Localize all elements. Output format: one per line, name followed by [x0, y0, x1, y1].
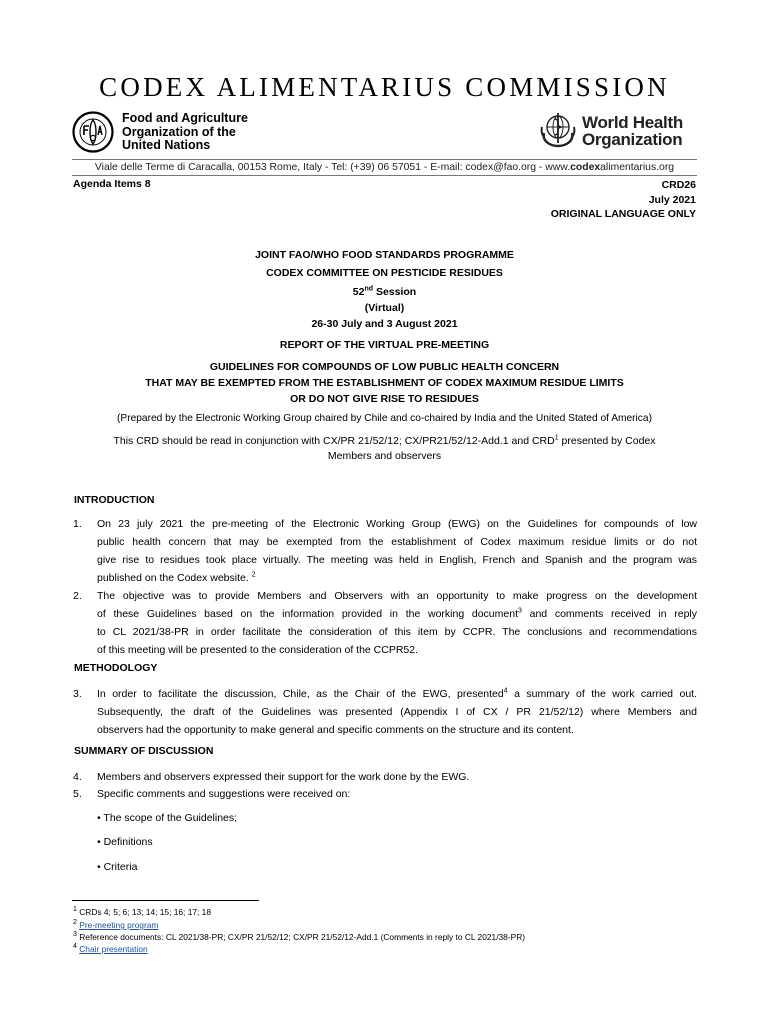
guidelines-title-1: GUIDELINES FOR COMPOUNDS OF LOW PUBLIC HEALTH CONCERN [209, 361, 560, 373]
paragraph-number: 4. [73, 771, 82, 783]
chair-presentation-link[interactable]: Chair presentation [79, 944, 148, 954]
list-item: • The scope of the Guidelines; [97, 812, 238, 824]
list-item: • Criteria [97, 861, 138, 873]
programme-title: JOINT FAO/WHO FOOD STANDARDS PROGRAMME [255, 249, 514, 261]
footnote-ref[interactable]: 3 [518, 607, 522, 615]
footnote-3: $^3$ Reference documents: CL 2021/38-PR; CX/PR 21/52/12; CX/PR 21/52/12-Add.1 (Comments in reply to CL 2021/38-PR) [73, 931, 526, 942]
session-dates: 26-30 July and 3 August 2021 [311, 318, 458, 330]
address-bar: Viale delle Terme di Caracalla, 00153 Rome, Italy - Tel: (+39) 06 57051 - E-mail: codex@fao.org - www.codexalimentarius.org [72, 159, 697, 176]
report-title: REPORT OF THE VIRTUAL PRE-MEETING [279, 339, 490, 351]
prepared-note: (Prepared by the Electronic Working Group chaired by Chile and co-chaired by India and the United Stated of America) [117, 413, 652, 424]
document-date: July 2021 [648, 193, 696, 206]
paragraph-2: The objective was to provide Members and Observers with an opportunity to make progress on the development of these Guidelines based on the information provided in the working document$^3$ and comments received in reply to CL 2021/38-PR in order facilitate the consideration of this item by CCPR. The conclusions and recommendations of this meeting will be presented to the consideration of the CCPR52. [97, 590, 698, 656]
paragraph-number: 5. [73, 788, 82, 800]
paragraph-3: In order to facilitate the discussion, Chile, as the Chair of the EWG, presented$^4$ a summary of the work carried out. Subsequently, the draft of the Guidelines was presented (Appendix I of CX / PR 21/52/12) where Members and observers had the opportunity to make general and specific comments on the structure and its content. [97, 687, 697, 736]
who-logo-icon [538, 109, 578, 149]
crd-number: CRD26 [661, 179, 696, 191]
document-meta [551, 178, 696, 222]
who-name: World Health Organization [582, 113, 683, 149]
footnote-4: $^4$ Chair presentation [73, 943, 148, 954]
footnote-ref[interactable]: 4 [503, 687, 508, 695]
committee-title: CODEX COMMITTEE ON PESTICIDE RESIDUES [266, 267, 503, 279]
paragraph-number: 3. [73, 688, 82, 700]
crd-note-line2: Members and observers [327, 450, 442, 462]
footnote-1: $^1$ CRDs 4; 5; 6; 13; 14; 15; 16; 17; 18 [73, 906, 211, 917]
fao-logo-icon [72, 111, 114, 153]
introduction-heading: INTRODUCTION [74, 494, 155, 506]
guidelines-title-3: OR DO NOT GIVE RISE TO RESIDUES [290, 393, 479, 405]
paragraph-number: 2. [73, 590, 82, 602]
paragraph-4: Members and observers expressed their support for the work done by the EWG. [97, 771, 470, 783]
paragraph-1: On 23 july 2021 the pre-meeting of the Electronic Working Group (EWG) on the Guidelines for compounds of low public health concern that may be exempted from the establishment of Codex maximum residue limits or do not give rise to residues took place virtually. The meeting was held in English, French and Spanish and the program was published on the Codex website. $^2$ [97, 518, 697, 584]
methodology-heading: METHODOLOGY [74, 662, 158, 674]
masthead-title: CODEX ALIMENTARIUS COMMISSION [99, 72, 670, 102]
crd-note: This CRD should be read in conjunction with CX/PR 21/52/12; CX/PR21/52/12-Add.1 and CRD$^1$ presented by Codex [113, 434, 656, 447]
guidelines-title-2: THAT MAY BE EXEMPTED FROM THE ESTABLISHMENT OF CODEX MAXIMUM RESIDUE LIMITS [145, 377, 624, 389]
session-virtual: (Virtual) [364, 302, 405, 314]
paragraph-5: Specific comments and suggestions were received on: [97, 788, 351, 800]
summary-heading: SUMMARY OF DISCUSSION [74, 745, 214, 757]
pre-meeting-program-link[interactable]: Pre-meeting program [79, 920, 159, 930]
paragraph-number: 1. [73, 518, 82, 530]
footnote-2: $^2$ Pre-meeting program [73, 919, 159, 930]
list-item: • Definitions [97, 836, 153, 848]
language-note: ORIGINAL LANGUAGE ONLY [550, 208, 696, 220]
footnote-divider [72, 900, 259, 901]
agenda-items: Agenda Items 8 [73, 178, 151, 190]
fao-name: Food and Agriculture Organization of the United Nations [122, 111, 248, 152]
session-title: 52nd Session [352, 285, 417, 298]
footnote-ref[interactable]: 2 [251, 571, 256, 579]
